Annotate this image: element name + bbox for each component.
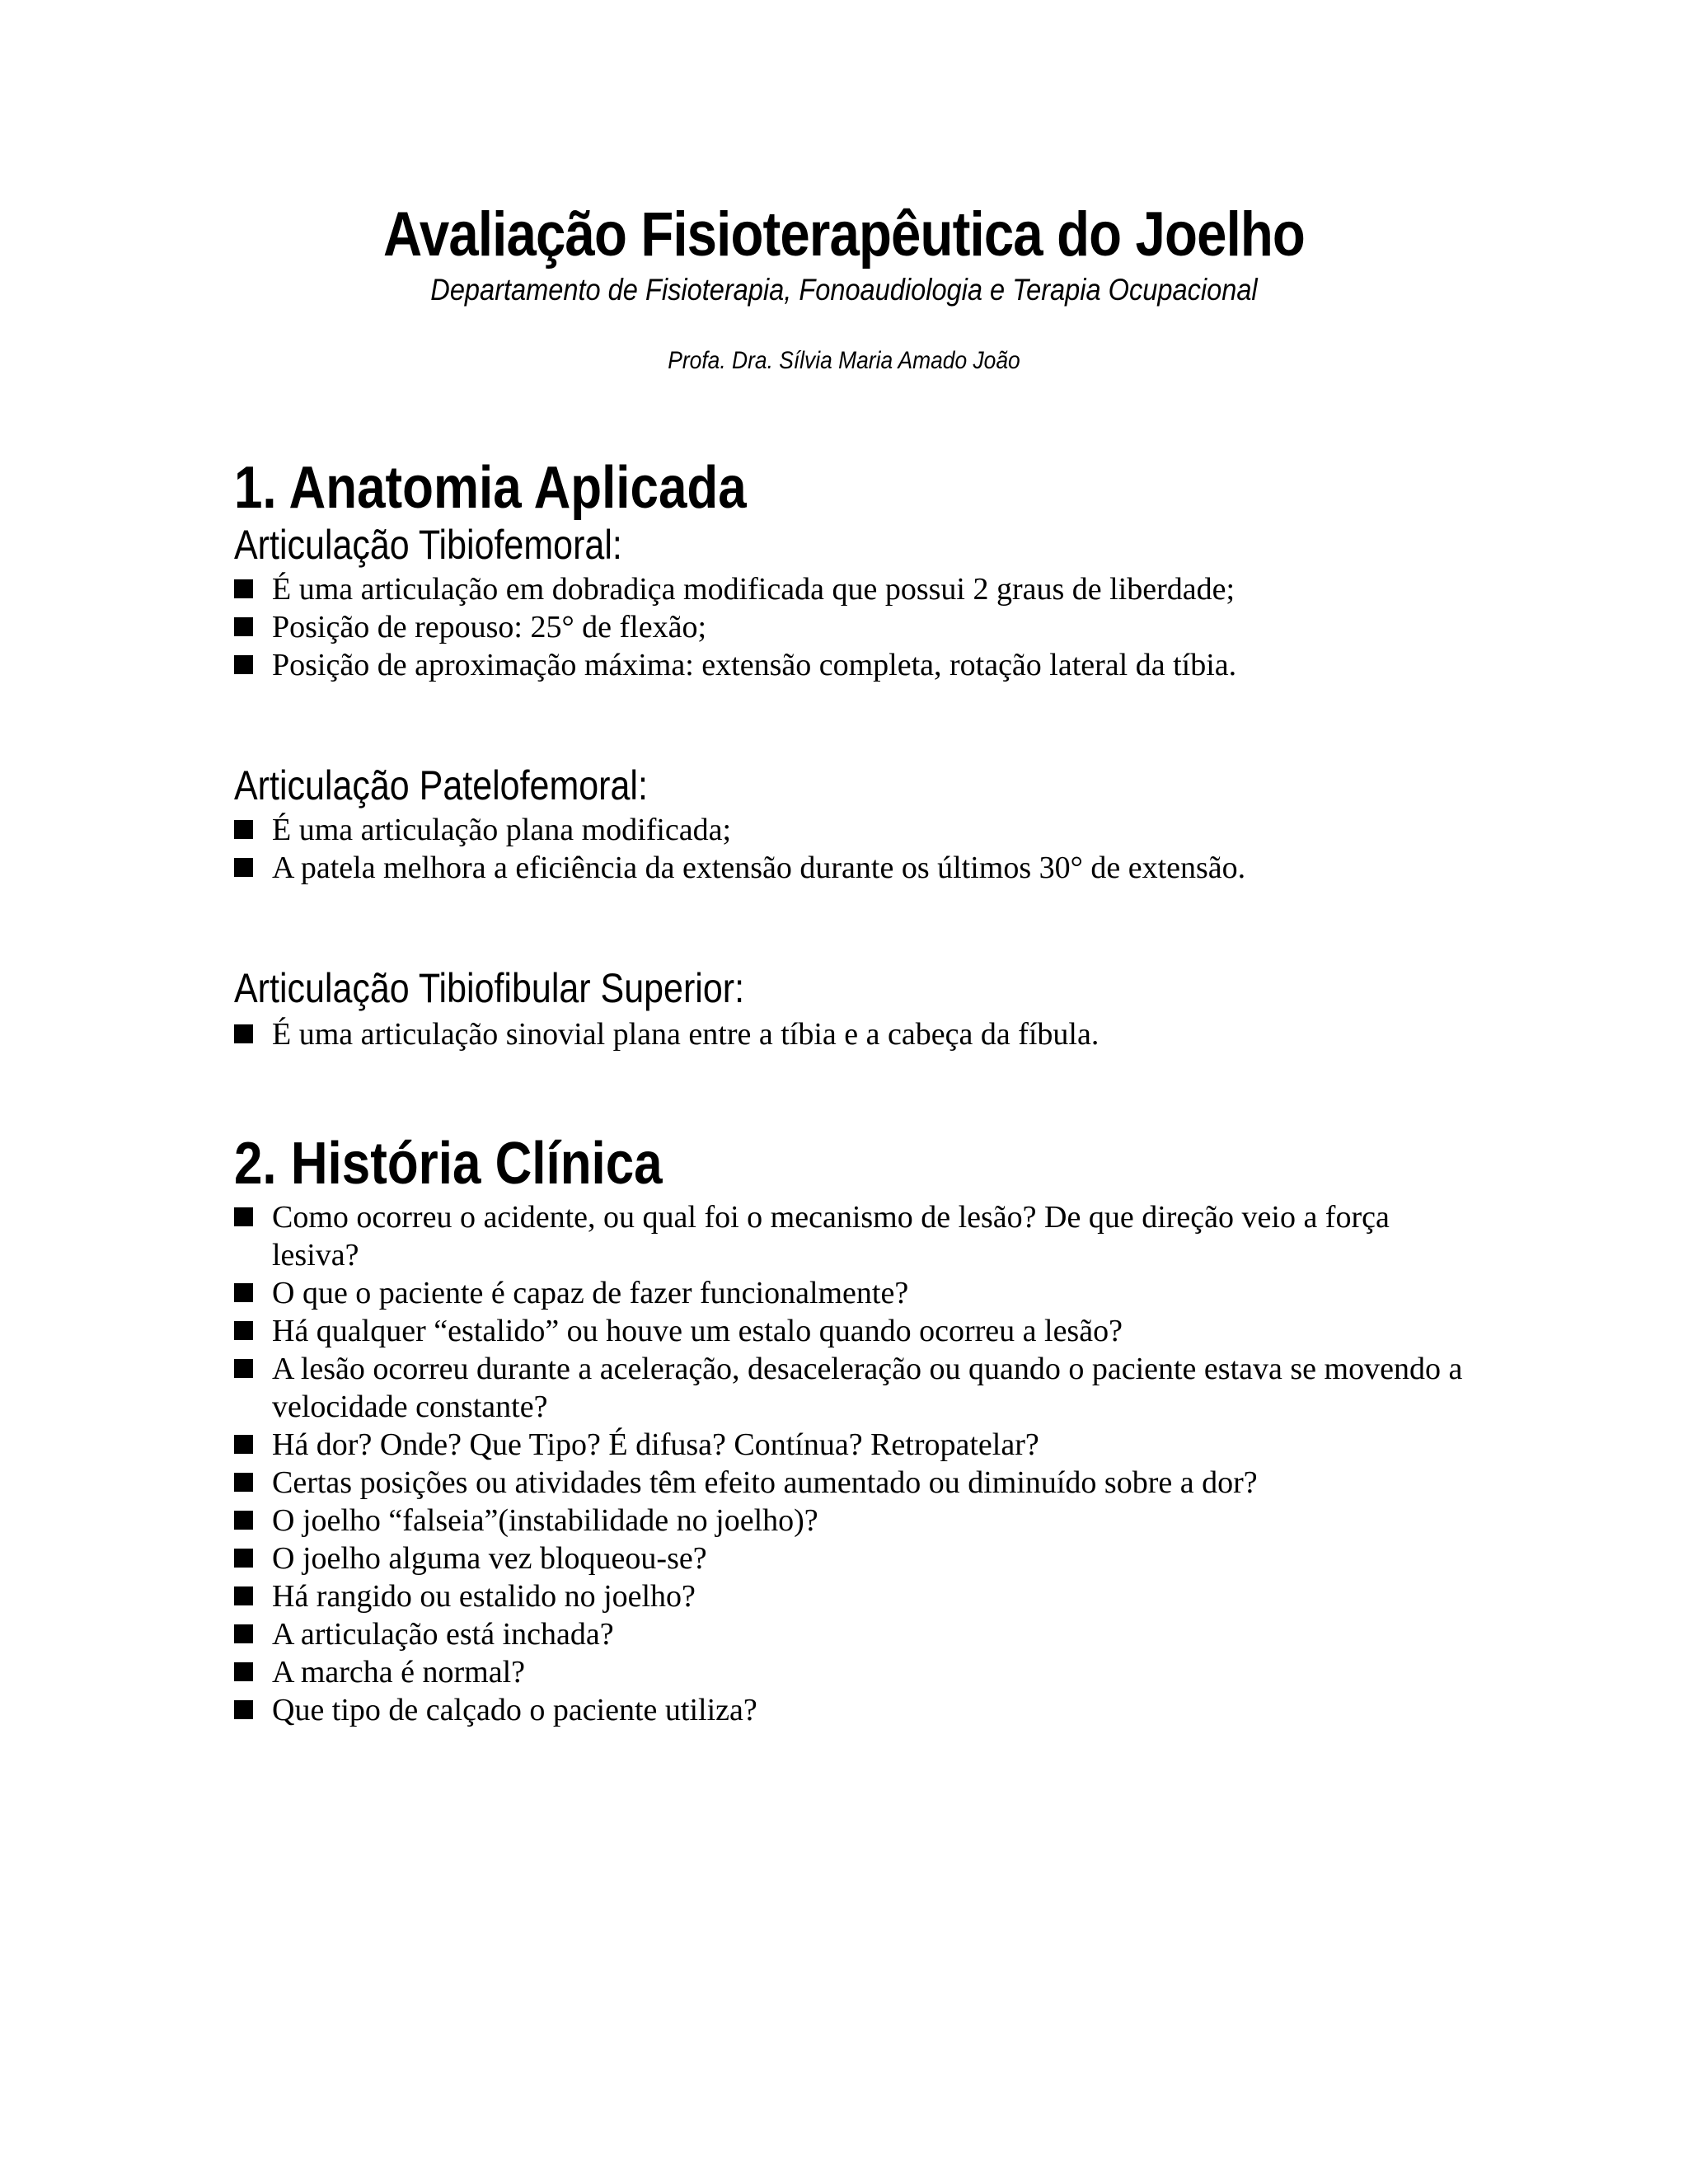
subsection-title-tibiofemoral: Articulação Tibiofemoral:: [234, 522, 622, 568]
historia-list: [234, 1198, 1470, 1729]
document-title: Avaliação Fisioterapêutica do Joelho: [382, 199, 1305, 269]
bullet-square-icon: [234, 1359, 253, 1378]
bullet-square-icon: [234, 579, 253, 598]
tibiofemoral-list: [234, 570, 1470, 684]
bullet-square-icon: [234, 1207, 253, 1226]
list-item: Posição de aproximação máxima: extensão completa, rotação lateral da tíbia.: [234, 646, 1470, 684]
bullet-square-icon: [234, 1586, 253, 1605]
bullet-square-icon: [234, 1473, 253, 1492]
bullet-square-icon: [234, 655, 253, 674]
section-title-historia: 2. História Clínica: [234, 1131, 663, 1197]
list-item: O que o paciente é capaz de fazer funcionalmente?: [234, 1274, 1470, 1312]
bullet-square-icon: [234, 858, 253, 877]
section-title-anatomia: 1. Anatomia Aplicada: [234, 455, 747, 521]
list-item: A articulação está inchada?: [234, 1615, 1470, 1653]
list-item: É uma articulação sinovial plana entre a tíbia e a cabeça da fíbula.: [234, 1015, 1470, 1053]
list-item: A patela melhora a eficiência da extensão durante os últimos 30° de extensão.: [234, 849, 1470, 887]
tibiofibular-list: [234, 1015, 1470, 1053]
bullet-square-icon: [234, 1024, 253, 1043]
bullet-square-icon: [234, 1283, 253, 1302]
list-item: Posição de repouso: 25° de flexão;: [234, 608, 1470, 646]
bullet-square-icon: [234, 617, 253, 636]
patelofemoral-list: [234, 811, 1470, 887]
list-item: Há qualquer “estalido” ou houve um estalo quando ocorreu a lesão?: [234, 1312, 1470, 1350]
list-item: O joelho alguma vez bloqueou-se?: [234, 1540, 1470, 1577]
bullet-square-icon: [234, 1700, 253, 1719]
bullet-square-icon: [234, 1511, 253, 1530]
list-item: A marcha é normal?: [234, 1653, 1470, 1691]
subsection-title-tibiofibular: Articulação Tibiofibular Superior:: [234, 965, 745, 1011]
list-item: Há dor? Onde? Que Tipo? É difusa? Contínua? Retropatelar?: [234, 1426, 1470, 1464]
bullet-square-icon: [234, 1662, 253, 1681]
bullet-square-icon: [234, 1624, 253, 1643]
list-item: Certas posições ou atividades têm efeito aumentado ou diminuído sobre a dor?: [234, 1464, 1470, 1502]
author-line: Profa. Dra. Sílvia Maria Amado João: [668, 347, 1020, 374]
list-item: É uma articulação plana modificada;: [234, 811, 1470, 849]
list-item: É uma articulação em dobradiça modificada que possui 2 graus de liberdade;: [234, 570, 1470, 608]
subsection-title-patelofemoral: Articulação Patelofemoral:: [234, 762, 648, 808]
list-item: Que tipo de calçado o paciente utiliza?: [234, 1691, 1470, 1729]
list-item: Como ocorreu o acidente, ou qual foi o mecanismo de lesão? De que direção veio a força lesiva?: [234, 1198, 1470, 1274]
bullet-square-icon: [234, 1321, 253, 1340]
bullet-square-icon: [234, 1435, 253, 1454]
list-item: A lesão ocorreu durante a aceleração, desaceleração ou quando o paciente estava se movendo a velocidade constante?: [234, 1350, 1470, 1426]
list-item: O joelho “falseia”(instabilidade no joelho)?: [234, 1502, 1470, 1540]
bullet-square-icon: [234, 820, 253, 839]
department-line: Departamento de Fisioterapia, Fonoaudiologia e Terapia Ocupacional: [430, 273, 1258, 307]
bullet-square-icon: [234, 1549, 253, 1568]
list-item: Há rangido ou estalido no joelho?: [234, 1577, 1470, 1615]
